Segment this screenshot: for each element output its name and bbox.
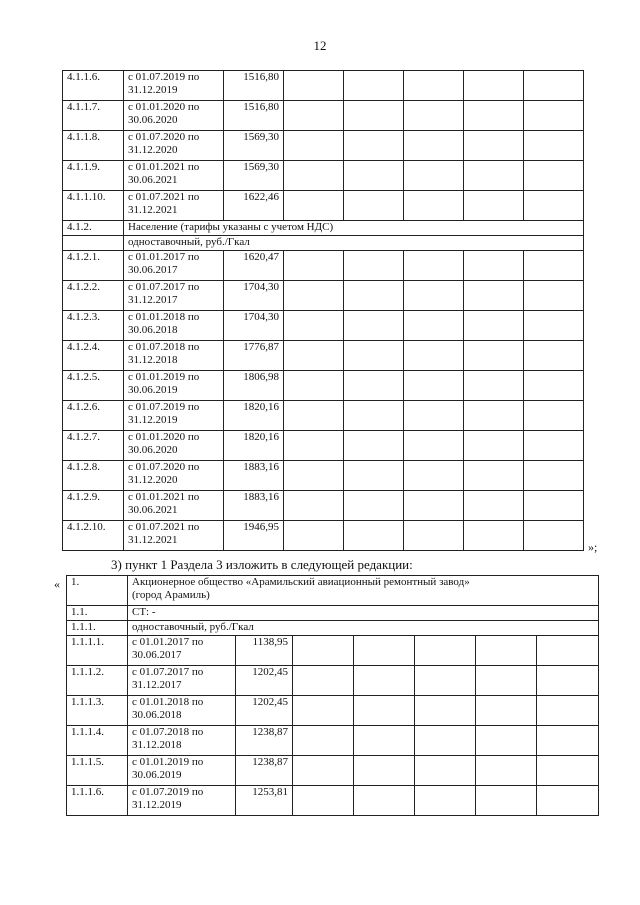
period-start: с 01.01.2019 по [132,756,204,768]
period-cell [128,666,236,696]
table-row [67,786,599,816]
empty-cell [464,281,524,311]
row-number: 4.1.2.5. [63,371,124,401]
table-row [67,636,599,666]
tariff-value: 1622,46 [224,191,284,221]
empty-cell [524,311,584,341]
empty-cell [537,726,599,756]
empty-cell [404,131,464,161]
period-start: с 01.07.2020 по [128,461,200,473]
organization-row [67,576,599,606]
row-number: 4.1.2.10. [63,521,124,551]
period-start: с 01.01.2018 по [128,311,200,323]
tariff-value: 1704,30 [224,311,284,341]
empty-cell [476,786,537,816]
period-end: 30.06.2018 [128,324,178,336]
period-cell [124,401,224,431]
empty-cell [404,101,464,131]
empty-cell [524,131,584,161]
period-end: 31.12.2018 [128,354,178,366]
period-cell [124,191,224,221]
row-number: 4.1.2.3. [63,311,124,341]
empty-cell [284,431,344,461]
table-row [63,251,584,281]
row-number: 4.1.2.6. [63,401,124,431]
period-start: с 01.01.2020 по [128,431,200,443]
empty-cell [404,491,464,521]
period-start: с 01.07.2021 по [128,521,200,533]
period-cell [128,786,236,816]
empty-cell [464,311,524,341]
period-start: с 01.01.2021 по [128,491,200,503]
row-number: 1.1.1.5. [67,756,128,786]
period-cell [124,281,224,311]
period-start: с 01.07.2020 по [128,131,200,143]
org-name-line1: Акционерное общество «Арамильский авиационный ремонтный завод» [132,576,470,588]
period-cell [124,161,224,191]
tariff-value: 1569,30 [224,161,284,191]
period-end: 31.12.2019 [128,414,178,426]
empty-cell [344,371,404,401]
empty-cell [63,236,124,251]
period-start: с 01.01.2020 по [128,101,200,113]
empty-cell [284,131,344,161]
empty-cell [354,666,415,696]
period-end: 30.06.2021 [128,174,178,186]
empty-cell [537,786,599,816]
empty-cell [404,461,464,491]
table-row [63,101,584,131]
empty-cell [344,491,404,521]
empty-cell [464,161,524,191]
row-number: 1.1.1.2. [67,666,128,696]
st-number: 1.1. [67,606,128,621]
period-cell [124,251,224,281]
empty-cell [284,341,344,371]
empty-cell [476,636,537,666]
empty-cell [284,161,344,191]
page-number: 12 [313,38,327,53]
empty-cell [464,251,524,281]
tariff-value: 1238,87 [236,726,293,756]
empty-cell [404,161,464,191]
empty-cell [344,401,404,431]
empty-cell [415,756,476,786]
empty-cell [464,131,524,161]
table-row [63,341,584,371]
table-row [63,311,584,341]
tariff-value: 1883,16 [224,461,284,491]
empty-cell [354,786,415,816]
empty-cell [524,251,584,281]
period-cell [128,756,236,786]
empty-cell [464,191,524,221]
opening-quote: « [54,577,60,591]
table-row [63,401,584,431]
period-end: 31.12.2017 [128,294,178,306]
empty-cell [344,101,404,131]
period-cell [124,341,224,371]
tariff-table-new [66,575,599,816]
org-number: 1. [67,576,128,606]
table-row [63,461,584,491]
empty-cell [524,191,584,221]
period-start: с 01.01.2021 по [128,161,200,173]
empty-cell [404,431,464,461]
period-start: с 01.01.2017 по [128,251,200,263]
empty-cell [537,636,599,666]
empty-cell [284,251,344,281]
row-number: 4.1.2.9. [63,491,124,521]
period-end: 31.12.2021 [128,204,178,216]
row-number: 1.1.1.4. [67,726,128,756]
empty-cell [404,521,464,551]
tariff-value: 1820,16 [224,431,284,461]
empty-cell [464,101,524,131]
tariff-value: 1516,80 [224,71,284,101]
period-end: 31.12.2018 [132,739,182,751]
section-row [63,221,584,236]
empty-cell [476,756,537,786]
period-end: 30.06.2017 [132,649,182,661]
period-end: 30.06.2021 [128,504,178,516]
empty-cell [293,756,354,786]
empty-cell [404,71,464,101]
empty-cell [524,341,584,371]
empty-cell [354,756,415,786]
section-number: 4.1.2. [63,221,124,236]
empty-cell [404,311,464,341]
tariff-value: 1238,87 [236,756,293,786]
empty-cell [524,521,584,551]
empty-cell [344,251,404,281]
period-start: с 01.07.2018 по [128,341,200,353]
row-number: 4.1.2.7. [63,431,124,461]
empty-cell [464,401,524,431]
empty-cell [524,461,584,491]
closing-mark: »; [588,540,598,554]
empty-cell [404,371,464,401]
table-row [63,521,584,551]
period-start: с 01.07.2017 по [128,281,200,293]
tariff-value: 1569,30 [224,131,284,161]
row-number: 1.1.1.3. [67,696,128,726]
period-start: с 01.01.2019 по [128,371,200,383]
period-start: с 01.07.2019 по [128,71,200,83]
empty-cell [404,191,464,221]
row-number: 4.1.2.1. [63,251,124,281]
empty-cell [354,696,415,726]
table-row [63,431,584,461]
empty-cell [404,401,464,431]
period-cell [124,431,224,461]
row-number: 4.1.1.10. [63,191,124,221]
period-start: с 01.07.2018 по [132,726,204,738]
empty-cell [464,71,524,101]
table-row [63,191,584,221]
period-cell [124,461,224,491]
tariff-value: 1820,16 [224,401,284,431]
empty-cell [284,101,344,131]
empty-cell [464,341,524,371]
empty-cell [464,491,524,521]
table-row [63,71,584,101]
empty-cell [464,431,524,461]
empty-cell [344,431,404,461]
period-start: с 01.01.2018 по [132,696,204,708]
empty-cell [354,726,415,756]
empty-cell [524,161,584,191]
period-end: 30.06.2019 [128,384,178,396]
period-cell [124,371,224,401]
tariff-value: 1516,80 [224,101,284,131]
empty-cell [537,666,599,696]
period-cell [128,696,236,726]
org-name-line2: (город Арамиль) [132,589,210,601]
table-row [63,491,584,521]
row-number: 4.1.1.9. [63,161,124,191]
row-number: 4.1.1.6. [63,71,124,101]
empty-cell [537,756,599,786]
period-end: 31.12.2019 [128,84,178,96]
amendment-text: 3) пункт 1 Раздела 3 изложить в следующей редакции: [111,557,413,572]
period-start: с 01.07.2021 по [128,191,200,203]
period-cell [128,726,236,756]
empty-cell [524,101,584,131]
empty-cell [524,371,584,401]
empty-cell [293,636,354,666]
empty-cell [293,666,354,696]
empty-cell [524,71,584,101]
tariff-value: 1946,95 [224,521,284,551]
period-end: 31.12.2020 [128,474,178,486]
period-start: с 01.07.2017 по [132,666,204,678]
empty-cell [415,726,476,756]
table-row [63,281,584,311]
row-number: 4.1.1.8. [63,131,124,161]
period-cell [128,636,236,666]
row-number: 4.1.2.2. [63,281,124,311]
empty-cell [284,191,344,221]
period-end: 31.12.2020 [128,144,178,156]
period-cell [124,101,224,131]
empty-cell [464,461,524,491]
table-row [67,696,599,726]
tariff-value: 1883,16 [224,491,284,521]
period-cell [124,311,224,341]
row-number: 4.1.2.4. [63,341,124,371]
empty-cell [354,636,415,666]
tariff-table-continued [62,70,584,551]
empty-cell [524,491,584,521]
st-row [67,606,599,621]
empty-cell [344,461,404,491]
rate-type-label: одноставочный, руб./Гкал [124,236,584,251]
period-start: с 01.07.2019 по [128,401,200,413]
empty-cell [344,71,404,101]
empty-cell [404,341,464,371]
empty-cell [476,726,537,756]
org-name [128,576,599,606]
table-row [63,131,584,161]
tariff-value: 1253,81 [236,786,293,816]
empty-cell [524,401,584,431]
empty-cell [344,131,404,161]
rate-row [67,621,599,636]
table-row [63,371,584,401]
empty-cell [284,311,344,341]
empty-cell [293,726,354,756]
empty-cell [464,371,524,401]
rate-label: одноставочный, руб./Гкал [128,621,599,636]
section-title: Население (тарифы указаны с учетом НДС) [124,221,584,236]
tariff-value: 1620,47 [224,251,284,281]
st-label: СТ: - [128,606,599,621]
empty-cell [476,666,537,696]
empty-cell [344,521,404,551]
empty-cell [344,281,404,311]
period-start: с 01.07.2019 по [132,786,204,798]
empty-cell [284,521,344,551]
period-end: 30.06.2020 [128,114,178,126]
tariff-value: 1202,45 [236,666,293,696]
period-cell [124,131,224,161]
empty-cell [404,281,464,311]
period-cell [124,491,224,521]
period-end: 30.06.2017 [128,264,178,276]
period-cell [124,71,224,101]
period-end: 30.06.2020 [128,444,178,456]
empty-cell [415,636,476,666]
rate-number: 1.1.1. [67,621,128,636]
period-end: 30.06.2019 [132,769,182,781]
row-number: 1.1.1.1. [67,636,128,666]
row-number: 1.1.1.6. [67,786,128,816]
period-end: 30.06.2018 [132,709,182,721]
empty-cell [476,696,537,726]
empty-cell [415,786,476,816]
empty-cell [293,696,354,726]
tariff-value: 1704,30 [224,281,284,311]
empty-cell [537,696,599,726]
period-end: 31.12.2017 [132,679,182,691]
table-row [67,756,599,786]
empty-cell [344,161,404,191]
empty-cell [415,696,476,726]
empty-cell [524,281,584,311]
period-end: 31.12.2021 [128,534,178,546]
tariff-value: 1202,45 [236,696,293,726]
period-start: с 01.01.2017 по [132,636,204,648]
empty-cell [284,281,344,311]
empty-cell [284,71,344,101]
row-number: 4.1.2.8. [63,461,124,491]
empty-cell [284,371,344,401]
empty-cell [344,191,404,221]
subtitle-row [63,236,584,251]
empty-cell [464,521,524,551]
tariff-value: 1806,98 [224,371,284,401]
empty-cell [293,786,354,816]
table-row [67,666,599,696]
empty-cell [415,666,476,696]
table-row [67,726,599,756]
empty-cell [284,461,344,491]
tariff-value: 1138,95 [236,636,293,666]
row-number: 4.1.1.7. [63,101,124,131]
empty-cell [524,431,584,461]
empty-cell [284,401,344,431]
period-cell [124,521,224,551]
empty-cell [404,251,464,281]
empty-cell [344,341,404,371]
tariff-value: 1776,87 [224,341,284,371]
period-end: 31.12.2019 [132,799,182,811]
table-row [63,161,584,191]
empty-cell [344,311,404,341]
empty-cell [284,491,344,521]
